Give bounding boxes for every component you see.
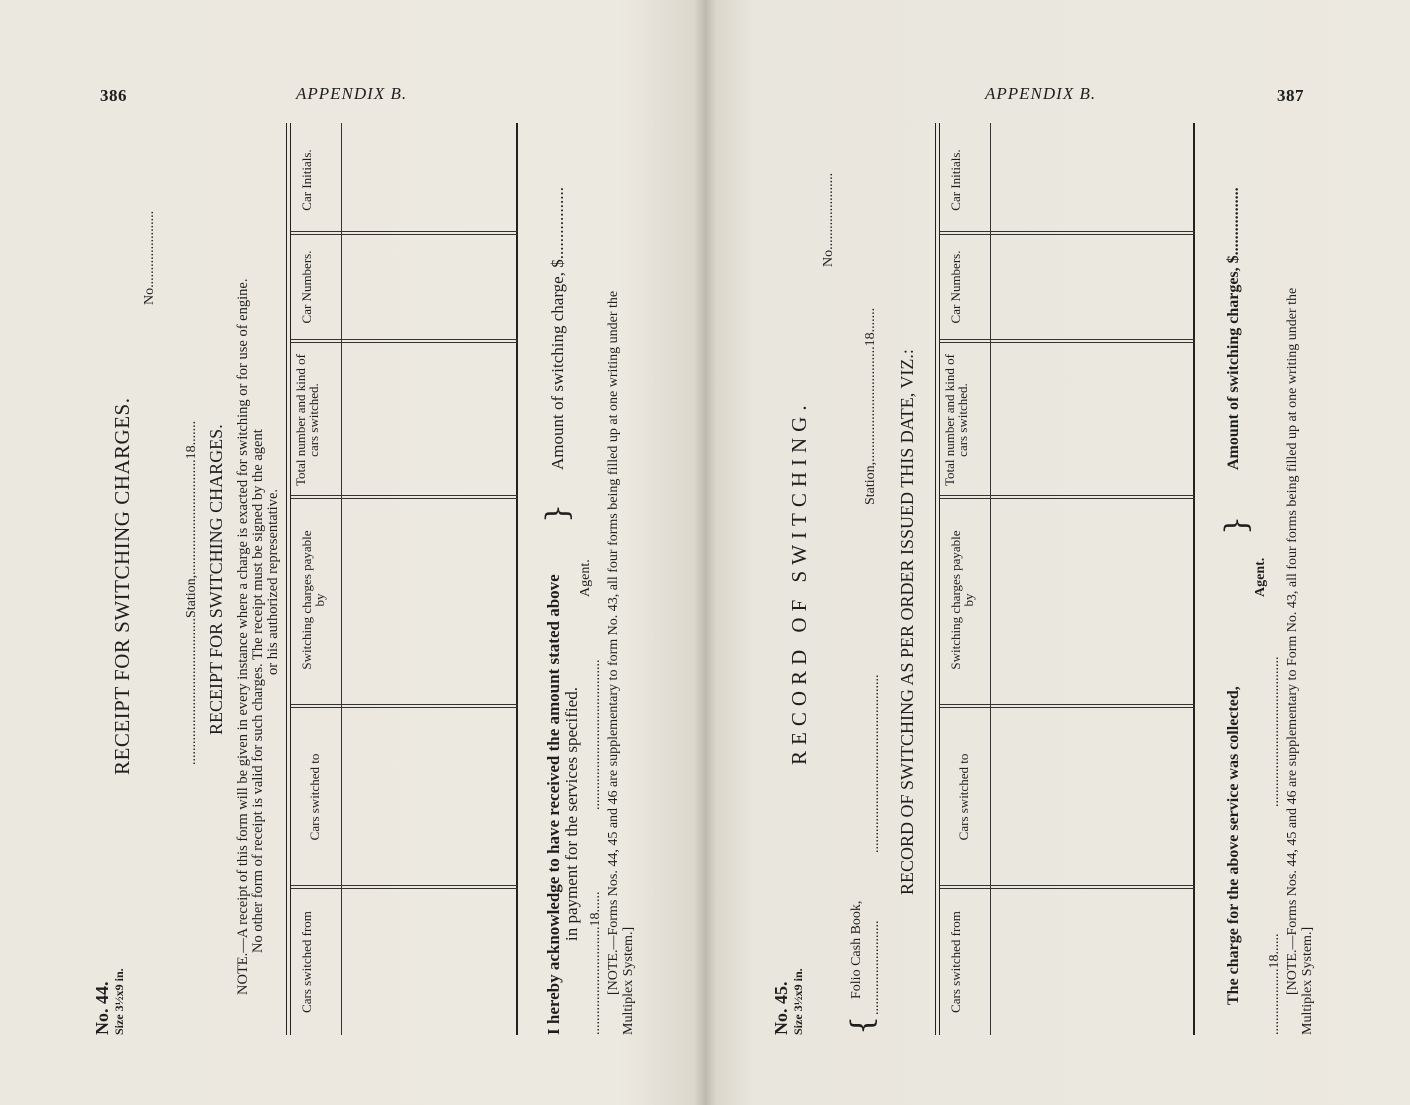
agent-label: Agent. bbox=[578, 559, 593, 597]
note-line-2: No other form of receipt is valid for such charges. The receipt must be signed by the agent bbox=[250, 429, 266, 953]
col-total-cars: Total number and kind of cars switched. bbox=[942, 354, 970, 486]
running-header: APPENDIX B. bbox=[985, 84, 1097, 103]
footnote-line-1: [NOTE.—Forms Nos. 44, 45 and 46 are supplementary to form No. 43, all four forms being filled up at one writing under the bbox=[606, 290, 621, 995]
agent-signature-line: ........................................... bbox=[588, 659, 603, 810]
form-number: No. 45. bbox=[771, 981, 791, 1035]
form-subtitle: RECORD OF SWITCHING AS PER ORDER ISSUED THIS DATE, VIZ.: bbox=[897, 349, 917, 895]
folio-dots: ........................... bbox=[867, 920, 882, 1015]
footnote-line-2: Multiplex System.] bbox=[621, 926, 636, 1035]
station-date-line: ..........................................Station,.................................18....... bbox=[184, 420, 199, 765]
col-cars-switched-from: Cars switched from bbox=[299, 911, 314, 1013]
running-header: APPENDIX B. bbox=[296, 84, 408, 103]
folio-brace: { bbox=[845, 1015, 880, 1035]
acknowledgement-line-1: I hereby acknowledge to have received the amount stated above bbox=[544, 574, 563, 1035]
charges-table bbox=[286, 123, 518, 1035]
col-car-numbers: Car Numbers. bbox=[299, 250, 314, 324]
col-cars-switched-to: Cars switched to bbox=[956, 753, 971, 841]
form-size: Size 3½x9 in. bbox=[112, 968, 126, 1035]
station-date-line: Station,.................................18....... bbox=[863, 307, 878, 505]
footnote-line-1: [NOTE.—Forms Nos. 44, 45 and 46 are supplementary to Form No. 43, all four forms being filled up at one writing under the bbox=[1285, 287, 1300, 995]
amount-line: Amount of switching charges, $................. bbox=[1225, 187, 1242, 470]
acknowledgement-line-2: in payment for the services specified. bbox=[562, 687, 581, 941]
page-number: 387 bbox=[1277, 86, 1304, 105]
footnote-line-2: Multiplex System.] bbox=[1300, 926, 1315, 1035]
col-payable-by: Switching charges payable by bbox=[299, 530, 327, 670]
brace: } bbox=[540, 503, 575, 523]
book-gutter bbox=[694, 0, 716, 1105]
receipt-number-line: No...................... bbox=[142, 210, 157, 305]
form-45 bbox=[767, 135, 1327, 1035]
form-subtitle: RECEIPT FOR SWITCHING CHARGES. bbox=[206, 424, 226, 735]
agent-signature-line: ........................................... bbox=[1267, 656, 1282, 807]
form-title: RECEIPT FOR SWITCHING CHARGES. bbox=[110, 397, 134, 775]
date-line: ...................18...... bbox=[1267, 933, 1282, 1035]
brace: } bbox=[1219, 515, 1254, 535]
col-car-numbers: Car Numbers. bbox=[948, 250, 963, 324]
folio-cash-book-label: Folio Cash Book, bbox=[849, 900, 864, 999]
page-number: 386 bbox=[100, 86, 127, 105]
note-line-3: or his authorized representative. bbox=[265, 488, 281, 675]
station-dots: ................................................... bbox=[867, 674, 882, 853]
col-cars-switched-to: Cars switched to bbox=[307, 753, 322, 841]
col-car-initials: Car Initials. bbox=[948, 149, 963, 211]
amount-line: Amount of switching charge, $................. bbox=[548, 187, 567, 470]
col-payable-by: Switching charges payable by bbox=[948, 530, 976, 670]
col-cars-switched-from: Cars switched from bbox=[948, 911, 963, 1013]
date-line: ...............................18...... bbox=[588, 891, 603, 1035]
right-page bbox=[705, 0, 1410, 1105]
form-number: No. 44. bbox=[92, 981, 112, 1035]
collected-line: The charge for the above service was collected, bbox=[1225, 686, 1242, 1005]
switching-table bbox=[935, 123, 1195, 1035]
col-car-initials: Car Initials. bbox=[299, 149, 314, 211]
agent-label: Agent. bbox=[1253, 557, 1268, 597]
form-44 bbox=[88, 135, 648, 1035]
note-line-1: NOTE.—A receipt of this form will be given in every instance where a charge is exacted for switching or for use of engine. bbox=[235, 278, 251, 995]
record-number-line: No...................... bbox=[821, 172, 836, 267]
form-title: RECORD OF SWITCHING. bbox=[787, 399, 811, 765]
form-size: Size 3½x9 in. bbox=[791, 968, 805, 1035]
col-total-cars: Total number and kind of cars switched. bbox=[293, 354, 321, 486]
